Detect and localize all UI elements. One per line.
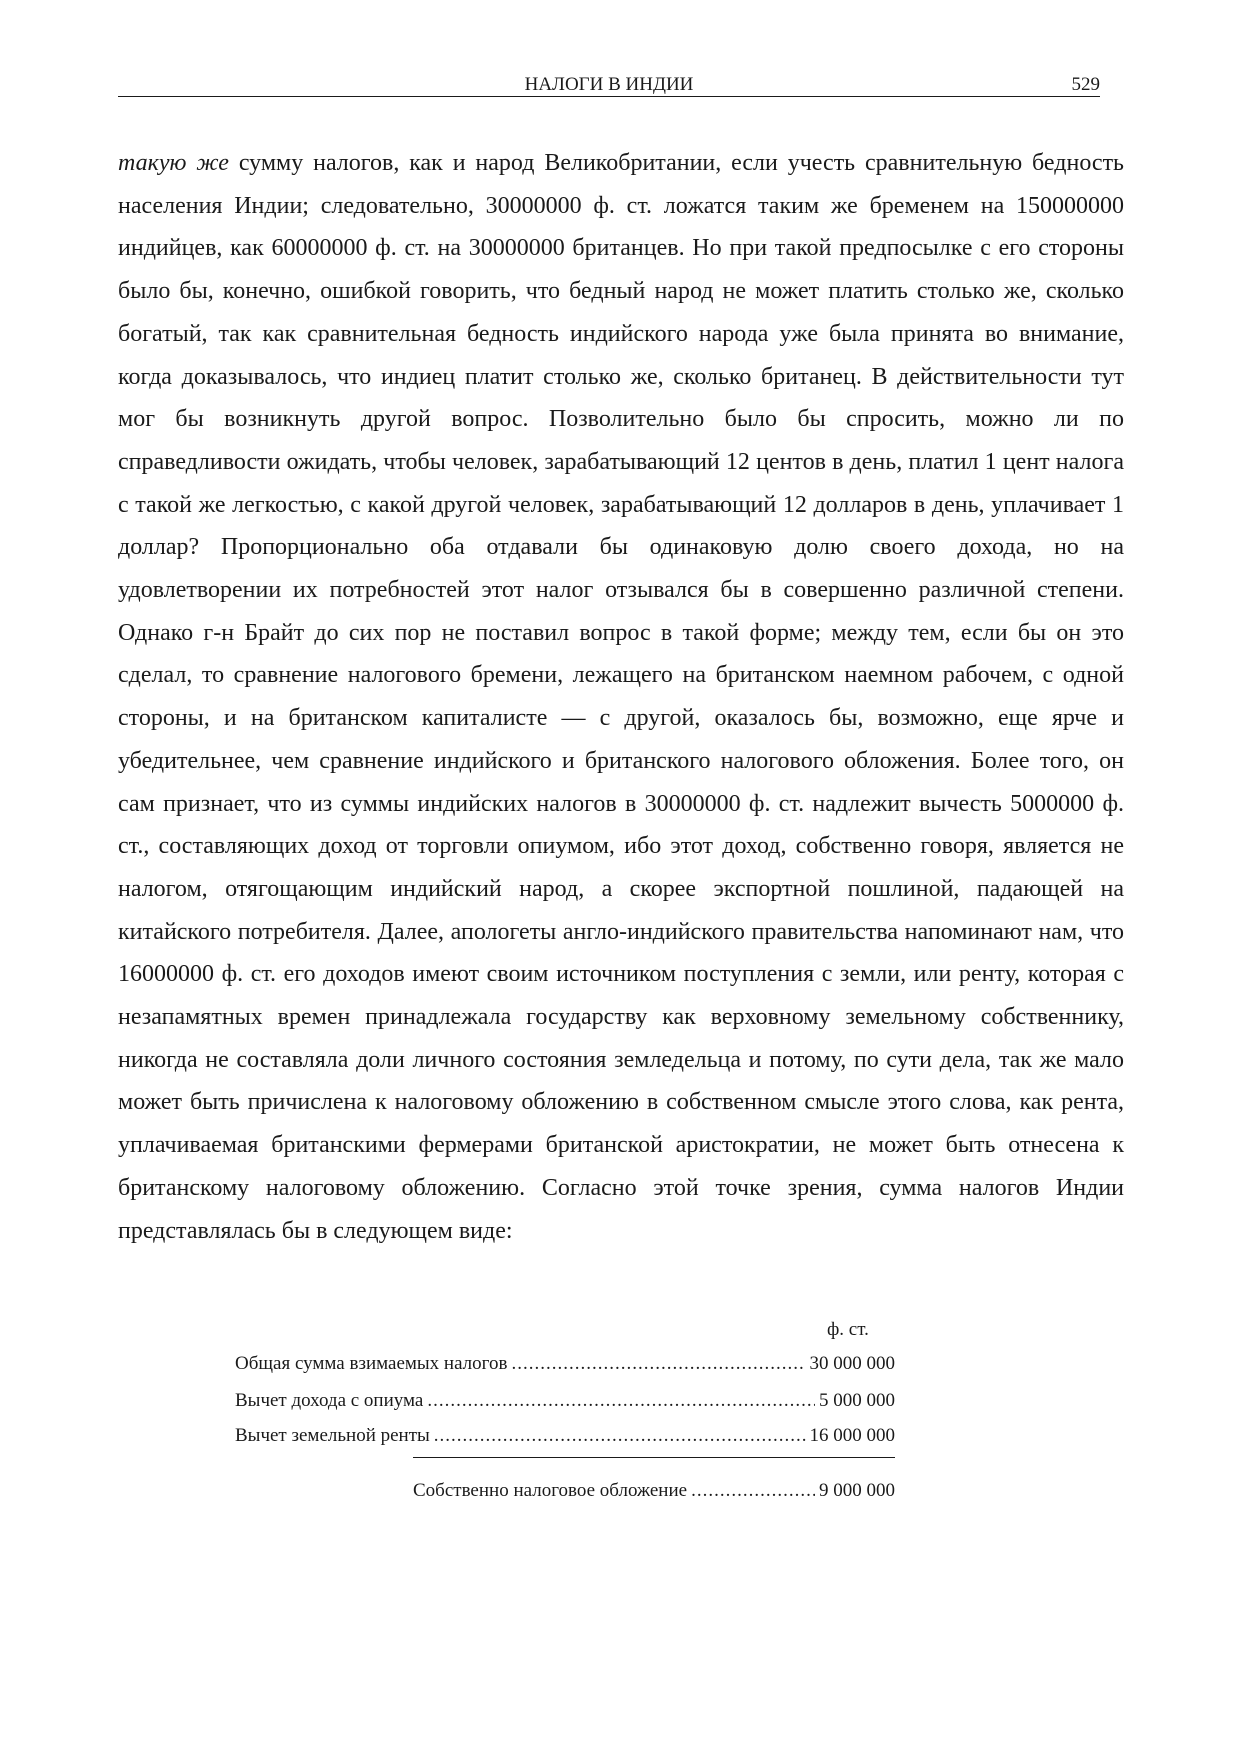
dot-leader bbox=[427, 1389, 815, 1413]
table-total-row bbox=[413, 1479, 895, 1503]
table-row bbox=[235, 1352, 895, 1376]
row-label: Общая сумма взимаемых налогов bbox=[235, 1353, 508, 1374]
running-title: НАЛОГИ В ИНДИИ bbox=[524, 74, 694, 95]
page-number: 529 bbox=[1071, 74, 1100, 95]
dot-leader bbox=[511, 1352, 805, 1376]
row-value: 16 000 000 bbox=[809, 1425, 895, 1446]
row-value: 30 000 000 bbox=[809, 1353, 895, 1374]
row-value: 5 000 000 bbox=[819, 1390, 895, 1411]
total-label: Собственно налоговое обложение bbox=[413, 1480, 688, 1501]
dot-leader bbox=[691, 1479, 815, 1503]
running-header bbox=[118, 74, 1100, 96]
table-row bbox=[235, 1424, 895, 1448]
body-paragraph bbox=[118, 142, 1124, 1252]
table-row bbox=[235, 1389, 895, 1413]
italic-lead: такую же bbox=[118, 150, 229, 176]
unit-header: ф. ст. bbox=[827, 1319, 869, 1340]
row-label: Вычет дохода с опиума bbox=[235, 1390, 424, 1411]
total-value: 9 000 000 bbox=[819, 1480, 895, 1501]
total-rule bbox=[413, 1457, 895, 1458]
row-label: Вычет земельной ренты bbox=[235, 1425, 430, 1446]
dot-leader bbox=[434, 1424, 806, 1448]
header-rule bbox=[118, 96, 1100, 97]
paragraph-text: сумму налогов, как и народ Великобритании, если учесть сравнительную бедность населения Индии; следовательно, 30000000 ф. ст. ложатся таким же бременем на 150000000 индийцев, как 60000000 ф. ст. на 30000000 британцев. Но при такой предпосылке с его стороны было бы, конечно, ошибкой говорить, что бедный народ не может платить столько же, сколько богатый, так как сравнительная бедность индийского народа уже была принята во внимание, когда доказывалось, что индиец платит столько же, сколько британец. В действительности тут мог бы возникнуть другой вопрос. Позволительно было бы спросить, можно ли по справедливости ожидать, чтобы человек, зарабатывающий 12 центов в день, платил 1 цент налога с такой же легкостью, с какой другой человек, зарабатывающий 12 долларов в день, уплачивает 1 доллар? Пропорционально оба отдавали бы одинаковую долю своего дохода, но на удовлетворении их потребностей этот налог отзывался бы в совершенно различной степени. Однако г-н Брайт до сих пор не поставил вопрос в такой форме; между тем, если бы он это сделал, то сравнение налогового бремени, лежащего на британском наемном рабочем, с одной стороны, и на британском капиталисте — с другой, оказалось бы, возможно, еще ярче и убедительнее, чем сравнение индийского и британского налогового обложения. Более того, он сам признает, что из суммы индийских налогов в 30000000 ф. ст. надлежит вычесть 5000000 ф. ст., составляющих доход от торговли опиумом, ибо этот доход, собственно говоря, является не налогом, отягощающим индийский народ, а скорее экспортной пошлиной, падающей на китайского потребителя. Далее, апологеты англо-индийского правительства напоминают нам, что 16000000 ф. ст. его доходов имеют своим источником поступления с земли, или ренту, которая с незапамятных времен принадлежала государству как верховному земельному собственнику, никогда не составляла доли личного состояния земледельца и потому, по сути дела, так же мало может быть причислена к налоговому обложению в собственном смысле этого слова, как рента, уплачиваемая британскими фермерами британской аристократии, не может быть отнесена к британскому налоговому обложению. Согласно этой точке зрения, сумма налогов Индии представлялась бы в следующем виде: bbox=[118, 150, 1125, 1244]
